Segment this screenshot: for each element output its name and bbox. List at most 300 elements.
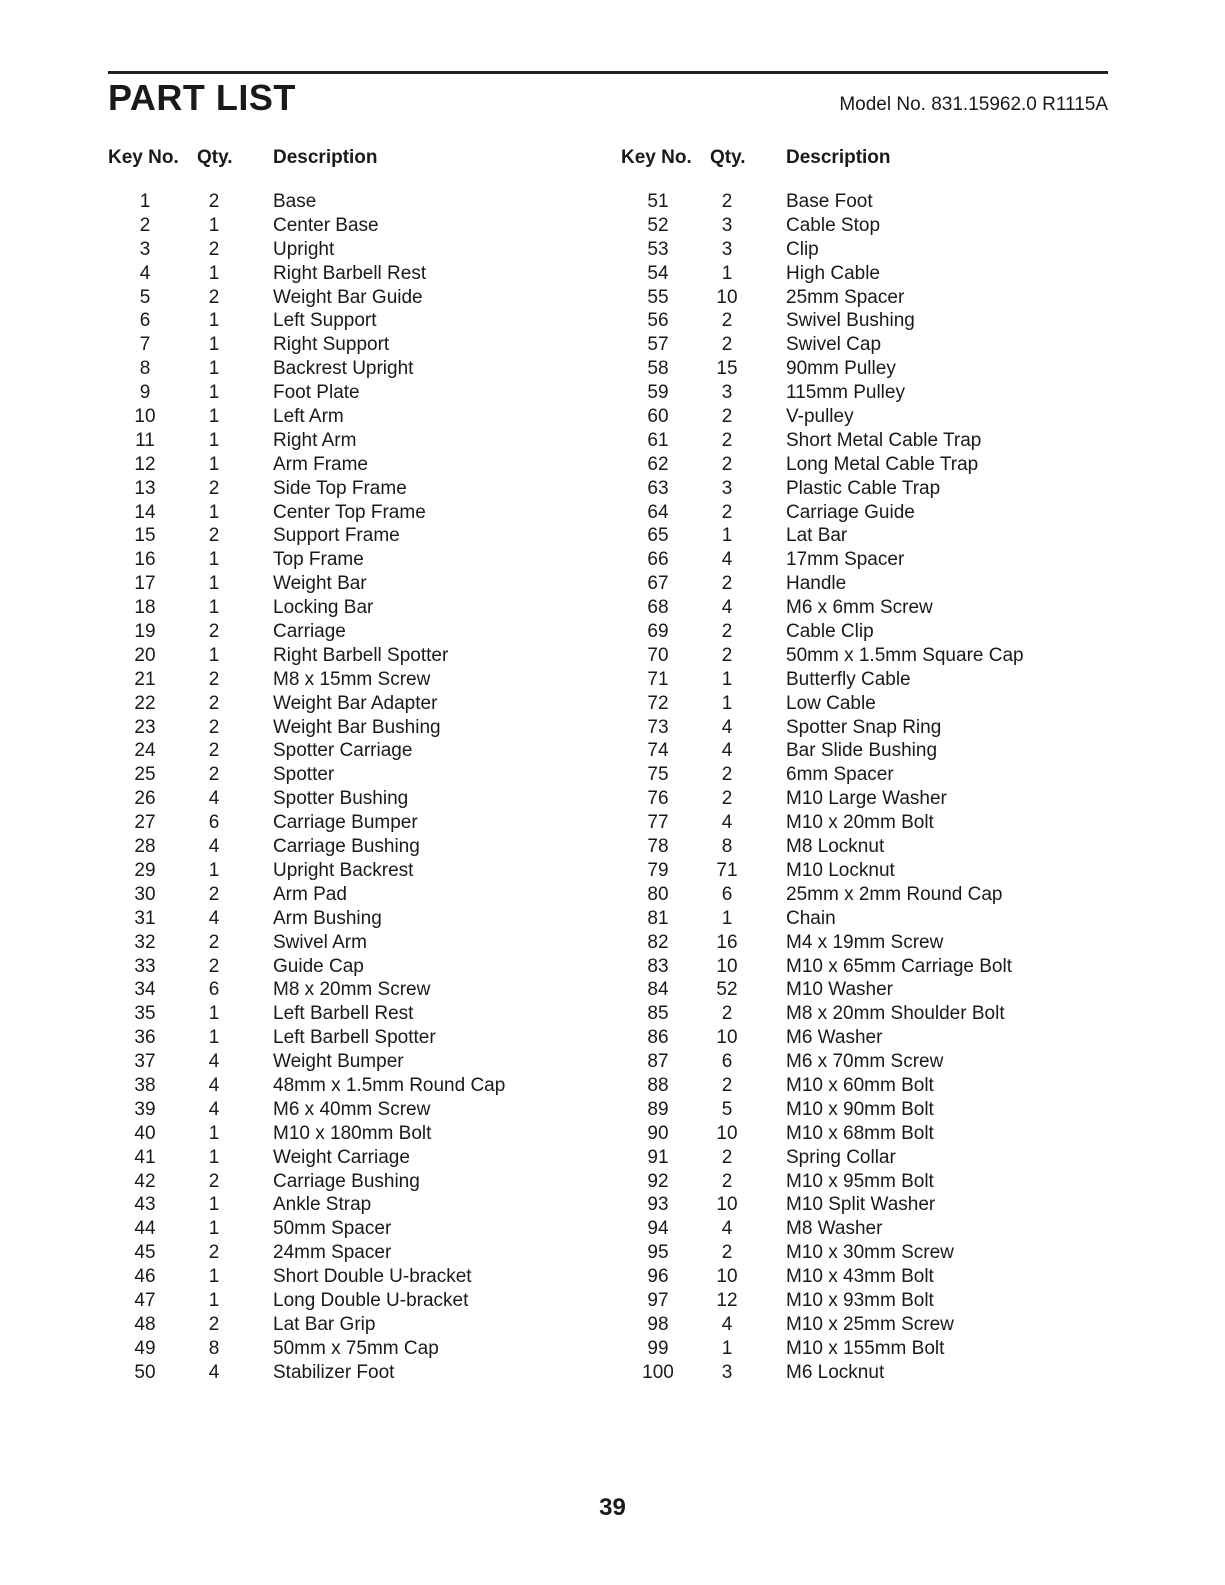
part-key-no: 28 xyxy=(134,836,156,858)
part-key-no: 51 xyxy=(647,191,669,212)
page-title: PART LIST xyxy=(108,77,296,118)
part-qty: 2 xyxy=(208,883,220,905)
part-qty: 1 xyxy=(721,692,733,714)
part-description: Cable Stop xyxy=(786,214,881,236)
part-key-no: 84 xyxy=(647,979,669,1001)
part-description: M4 x 19mm Screw xyxy=(786,931,944,953)
part-key-no: 29 xyxy=(134,859,156,881)
part-description: M6 Locknut xyxy=(786,1361,885,1383)
part-qty: 16 xyxy=(716,931,738,953)
part-description: M10 x 68mm Bolt xyxy=(786,1122,934,1144)
part-description: Butterfly Cable xyxy=(786,668,911,690)
part-qty: 2 xyxy=(208,621,220,643)
part-description: Support Frame xyxy=(273,525,400,547)
part-key-no: 86 xyxy=(647,1027,669,1049)
part-qty: 2 xyxy=(208,191,220,212)
part-description: Right Arm xyxy=(273,429,357,451)
part-description: Right Support xyxy=(273,334,390,356)
part-key-no: 49 xyxy=(134,1337,156,1359)
part-key-no: 75 xyxy=(647,764,669,786)
part-key-no: 4 xyxy=(139,262,151,284)
header-qty: Qty. xyxy=(197,147,233,168)
part-qty: 1 xyxy=(208,1027,220,1049)
part-key-no: 8 xyxy=(139,358,151,380)
part-description: M10 x 155mm Bolt xyxy=(786,1337,945,1359)
part-key-no: 93 xyxy=(647,1194,669,1216)
part-qty: 1 xyxy=(208,358,220,380)
part-qty: 4 xyxy=(721,1218,733,1240)
part-qty: 1 xyxy=(721,907,733,929)
part-key-no: 20 xyxy=(134,644,156,666)
part-description: Clip xyxy=(786,238,819,260)
part-description: Center Base xyxy=(273,214,379,236)
part-description: M10 x 95mm Bolt xyxy=(786,1170,934,1192)
part-key-no: 30 xyxy=(134,883,156,905)
part-qty: 4 xyxy=(721,740,733,762)
part-qty: 2 xyxy=(721,310,733,332)
part-description: Low Cable xyxy=(786,692,876,714)
part-description: Swivel Bushing xyxy=(786,310,915,332)
part-key-no: 78 xyxy=(647,836,669,858)
part-key-no: 87 xyxy=(647,1051,669,1073)
part-key-no: 18 xyxy=(134,597,156,619)
part-qty: 2 xyxy=(721,1242,733,1264)
part-key-no: 70 xyxy=(647,644,669,666)
part-key-no: 48 xyxy=(134,1313,156,1335)
part-description: 50mm x 75mm Cap xyxy=(273,1337,439,1359)
part-key-no: 65 xyxy=(647,525,669,547)
part-description: Swivel Arm xyxy=(273,931,367,953)
part-qty: 8 xyxy=(721,836,733,858)
part-description: Swivel Cap xyxy=(786,334,882,356)
part-qty: 1 xyxy=(208,573,220,595)
part-qty: 1 xyxy=(208,1146,220,1168)
part-description: Base Foot xyxy=(786,191,873,212)
part-description: Guide Cap xyxy=(273,955,364,977)
header-key-no: Key No. xyxy=(108,147,179,168)
part-qty: 4 xyxy=(721,549,733,571)
part-qty: 52 xyxy=(716,979,738,1001)
part-description: V-pulley xyxy=(786,406,854,428)
part-description: M10 Locknut xyxy=(786,859,895,881)
part-key-no: 52 xyxy=(647,214,669,236)
part-qty: 1 xyxy=(208,453,220,475)
part-key-no: 85 xyxy=(647,1003,669,1025)
part-qty: 1 xyxy=(208,1266,220,1288)
part-qty: 6 xyxy=(208,979,220,1001)
part-qty: 10 xyxy=(716,1027,738,1049)
part-key-no: 69 xyxy=(647,621,669,643)
part-qty: 4 xyxy=(208,788,220,810)
part-description: Weight Bar xyxy=(273,573,367,595)
part-key-no: 50 xyxy=(134,1361,156,1383)
part-qty: 1 xyxy=(208,310,220,332)
part-description: Foot Plate xyxy=(273,382,360,404)
part-key-no: 12 xyxy=(134,453,156,475)
part-qty: 2 xyxy=(208,931,220,953)
part-qty: 3 xyxy=(721,477,733,499)
part-description: M6 x 40mm Screw xyxy=(273,1098,431,1120)
part-key-no: 92 xyxy=(647,1170,669,1192)
part-key-no: 76 xyxy=(647,788,669,810)
part-qty: 6 xyxy=(721,1051,733,1073)
part-description: 17mm Spacer xyxy=(786,549,905,571)
part-key-no: 1 xyxy=(139,191,151,212)
part-key-no: 55 xyxy=(647,286,669,308)
part-qty: 2 xyxy=(721,501,733,523)
part-description: 6mm Spacer xyxy=(786,764,894,786)
part-key-no: 3 xyxy=(139,238,151,260)
part-qty: 1 xyxy=(208,1122,220,1144)
part-qty: 2 xyxy=(208,716,220,738)
part-qty: 2 xyxy=(721,764,733,786)
part-qty: 1 xyxy=(208,644,220,666)
part-description: Weight Bar Adapter xyxy=(273,692,438,714)
part-description: Center Top Frame xyxy=(273,501,426,523)
part-key-no: 80 xyxy=(647,883,669,905)
part-description: Upright Backrest xyxy=(273,859,414,881)
part-qty: 12 xyxy=(716,1289,738,1311)
part-description: Base xyxy=(273,191,317,212)
part-key-no: 17 xyxy=(134,573,156,595)
header-description: Description xyxy=(273,147,378,168)
part-description: Arm Frame xyxy=(273,453,368,475)
part-description: 115mm Pulley xyxy=(786,382,905,404)
part-qty: 10 xyxy=(716,955,738,977)
part-description: Bar Slide Bushing xyxy=(786,740,938,762)
part-qty: 2 xyxy=(721,191,733,212)
part-qty: 2 xyxy=(208,477,220,499)
part-description: M8 Washer xyxy=(786,1218,883,1240)
part-qty: 2 xyxy=(721,621,733,643)
part-key-no: 10 xyxy=(134,406,156,428)
part-qty: 1 xyxy=(721,525,733,547)
part-key-no: 98 xyxy=(647,1313,669,1335)
part-key-no: 61 xyxy=(647,429,669,451)
part-key-no: 16 xyxy=(134,549,156,571)
part-key-no: 9 xyxy=(139,382,151,404)
part-qty: 2 xyxy=(721,1074,733,1096)
part-description: Spotter Bushing xyxy=(273,788,409,810)
part-qty: 1 xyxy=(208,382,220,404)
part-description: Carriage Guide xyxy=(786,501,915,523)
part-qty: 3 xyxy=(721,238,733,260)
part-key-no: 44 xyxy=(134,1218,156,1240)
part-description: Locking Bar xyxy=(273,597,374,619)
part-key-no: 32 xyxy=(134,931,156,953)
part-qty: 2 xyxy=(721,334,733,356)
part-key-no: 72 xyxy=(647,692,669,714)
part-description: M6 x 70mm Screw xyxy=(786,1051,944,1073)
part-key-no: 79 xyxy=(647,859,669,881)
part-key-no: 95 xyxy=(647,1242,669,1264)
part-qty: 3 xyxy=(721,382,733,404)
header-qty: Qty. xyxy=(710,147,746,168)
part-description: M6 x 6mm Screw xyxy=(786,597,933,619)
part-key-no: 6 xyxy=(139,310,151,332)
part-key-no: 62 xyxy=(647,453,669,475)
part-key-no: 25 xyxy=(134,764,156,786)
part-key-no: 21 xyxy=(134,668,156,690)
part-qty: 2 xyxy=(208,238,220,260)
part-qty: 1 xyxy=(208,429,220,451)
part-key-no: 99 xyxy=(647,1337,669,1359)
part-description: M10 Washer xyxy=(786,979,893,1001)
part-key-no: 5 xyxy=(139,286,151,308)
part-qty: 2 xyxy=(721,1003,733,1025)
part-qty: 1 xyxy=(208,1289,220,1311)
part-description: M10 x 30mm Screw xyxy=(786,1242,954,1264)
part-qty: 2 xyxy=(721,1170,733,1192)
part-qty: 1 xyxy=(208,501,220,523)
part-description: 50mm Spacer xyxy=(273,1218,392,1240)
part-key-no: 73 xyxy=(647,716,669,738)
part-qty: 15 xyxy=(716,358,738,380)
part-qty: 5 xyxy=(721,1098,733,1120)
part-qty: 71 xyxy=(716,859,738,881)
part-description: Weight Bar Bushing xyxy=(273,716,441,738)
part-description: Left Barbell Rest xyxy=(273,1003,414,1025)
part-description: Long Double U-bracket xyxy=(273,1289,469,1311)
part-qty: 2 xyxy=(208,1313,220,1335)
part-qty: 1 xyxy=(208,859,220,881)
part-description: M10 x 180mm Bolt xyxy=(273,1122,432,1144)
part-qty: 10 xyxy=(716,1122,738,1144)
part-qty: 2 xyxy=(208,668,220,690)
part-description: Upright xyxy=(273,238,335,260)
part-qty: 2 xyxy=(721,573,733,595)
part-key-no: 39 xyxy=(134,1098,156,1120)
part-key-no: 56 xyxy=(647,310,669,332)
part-description: M10 x 25mm Screw xyxy=(786,1313,954,1335)
part-key-no: 83 xyxy=(647,955,669,977)
part-qty: 2 xyxy=(208,525,220,547)
part-key-no: 13 xyxy=(134,477,156,499)
part-description: M10 x 65mm Carriage Bolt xyxy=(786,955,1012,977)
part-key-no: 7 xyxy=(139,334,151,356)
part-key-no: 41 xyxy=(134,1146,156,1168)
part-description: Short Metal Cable Trap xyxy=(786,429,982,451)
part-description: Lat Bar xyxy=(786,525,848,547)
part-key-no: 26 xyxy=(134,788,156,810)
part-description: Spotter Carriage xyxy=(273,740,413,762)
part-description: Side Top Frame xyxy=(273,477,407,499)
part-description: Top Frame xyxy=(273,549,364,571)
part-description: M8 Locknut xyxy=(786,836,885,858)
part-key-no: 46 xyxy=(134,1266,156,1288)
part-key-no: 68 xyxy=(647,597,669,619)
part-qty: 3 xyxy=(721,214,733,236)
part-description: Left Support xyxy=(273,310,377,332)
part-description: Ankle Strap xyxy=(273,1194,372,1216)
part-description: Carriage xyxy=(273,621,346,643)
part-key-no: 11 xyxy=(135,429,155,451)
part-key-no: 81 xyxy=(647,907,669,929)
header-description: Description xyxy=(786,147,891,168)
part-description: Spotter Snap Ring xyxy=(786,716,942,738)
part-key-no: 94 xyxy=(647,1218,669,1240)
part-qty: 2 xyxy=(208,1170,220,1192)
part-description: Lat Bar Grip xyxy=(273,1313,376,1335)
part-qty: 4 xyxy=(208,907,220,929)
part-description: 90mm Pulley xyxy=(786,358,896,380)
part-qty: 4 xyxy=(208,1074,220,1096)
part-key-no: 100 xyxy=(642,1361,674,1383)
part-description: Backrest Upright xyxy=(273,358,414,380)
header-rule xyxy=(108,71,1108,74)
part-key-no: 54 xyxy=(647,262,669,284)
part-description: Handle xyxy=(786,573,847,595)
part-qty: 2 xyxy=(208,764,220,786)
part-description: M10 x 90mm Bolt xyxy=(786,1098,934,1120)
part-qty: 2 xyxy=(721,644,733,666)
part-qty: 1 xyxy=(208,214,220,236)
part-qty: 4 xyxy=(208,1051,220,1073)
part-key-no: 64 xyxy=(647,501,669,523)
part-description: Spotter xyxy=(273,764,335,786)
part-key-no: 96 xyxy=(647,1266,669,1288)
part-description: M10 x 20mm Bolt xyxy=(786,812,934,834)
part-key-no: 88 xyxy=(647,1074,669,1096)
part-qty: 10 xyxy=(716,1194,738,1216)
part-key-no: 42 xyxy=(134,1170,156,1192)
part-qty: 4 xyxy=(721,812,733,834)
part-qty: 4 xyxy=(208,836,220,858)
part-qty: 2 xyxy=(208,692,220,714)
part-description: Left Arm xyxy=(273,406,344,428)
part-qty: 1 xyxy=(208,597,220,619)
part-description: M8 x 20mm Shoulder Bolt xyxy=(786,1003,1005,1025)
part-description: Plastic Cable Trap xyxy=(786,477,941,499)
part-qty: 1 xyxy=(208,1218,220,1240)
part-description: Carriage Bushing xyxy=(273,1170,420,1192)
part-qty: 1 xyxy=(208,1194,220,1216)
part-description: M10 Split Washer xyxy=(786,1194,936,1216)
part-qty: 1 xyxy=(208,549,220,571)
part-description: Arm Pad xyxy=(273,883,347,905)
part-qty: 1 xyxy=(721,668,733,690)
part-description: Weight Carriage xyxy=(273,1146,410,1168)
part-qty: 2 xyxy=(721,429,733,451)
part-key-no: 45 xyxy=(134,1242,156,1264)
part-description: 24mm Spacer xyxy=(273,1242,392,1264)
part-description: Long Metal Cable Trap xyxy=(786,453,979,475)
part-key-no: 24 xyxy=(134,740,156,762)
header-key-no: Key No. xyxy=(621,147,692,168)
part-key-no: 63 xyxy=(647,477,669,499)
part-qty: 6 xyxy=(208,812,220,834)
part-key-no: 71 xyxy=(647,668,669,690)
part-qty: 1 xyxy=(208,262,220,284)
part-key-no: 58 xyxy=(647,358,669,380)
part-description: Stabilizer Foot xyxy=(273,1361,395,1383)
part-description: 25mm Spacer xyxy=(786,286,905,308)
part-description: High Cable xyxy=(786,262,880,284)
part-qty: 1 xyxy=(208,406,220,428)
part-key-no: 34 xyxy=(134,979,156,1001)
model-number: Model No. 831.15962.0 R1115A xyxy=(839,94,1108,115)
part-key-no: 38 xyxy=(134,1074,156,1096)
part-qty: 10 xyxy=(716,286,738,308)
part-description: 48mm x 1.5mm Round Cap xyxy=(273,1074,506,1096)
part-key-no: 19 xyxy=(134,621,156,643)
part-qty: 4 xyxy=(721,716,733,738)
part-qty: 2 xyxy=(721,1146,733,1168)
part-key-no: 82 xyxy=(647,931,669,953)
part-description: Right Barbell Spotter xyxy=(273,644,449,666)
page-number: 39 xyxy=(599,1494,626,1521)
part-qty: 1 xyxy=(721,1337,733,1359)
part-key-no: 43 xyxy=(134,1194,156,1216)
part-qty: 4 xyxy=(208,1098,220,1120)
part-qty: 6 xyxy=(721,883,733,905)
part-qty: 10 xyxy=(716,1266,738,1288)
part-qty: 1 xyxy=(721,262,733,284)
part-qty: 1 xyxy=(208,334,220,356)
part-key-no: 53 xyxy=(647,238,669,260)
part-key-no: 89 xyxy=(647,1098,669,1120)
part-description: M10 x 43mm Bolt xyxy=(786,1266,934,1288)
part-description: M10 x 60mm Bolt xyxy=(786,1074,934,1096)
part-key-no: 77 xyxy=(647,812,669,834)
part-key-no: 35 xyxy=(134,1003,156,1025)
part-qty: 2 xyxy=(721,453,733,475)
part-qty: 2 xyxy=(208,286,220,308)
part-description: M8 x 15mm Screw xyxy=(273,668,431,690)
part-description: Left Barbell Spotter xyxy=(273,1027,436,1049)
part-key-no: 22 xyxy=(134,692,156,714)
part-description: Arm Bushing xyxy=(273,907,382,929)
part-qty: 2 xyxy=(208,740,220,762)
part-key-no: 91 xyxy=(647,1146,669,1168)
part-key-no: 15 xyxy=(134,525,156,547)
part-key-no: 37 xyxy=(134,1051,156,1073)
part-description: Spring Collar xyxy=(786,1146,896,1168)
part-description: 25mm x 2mm Round Cap xyxy=(786,883,1003,905)
part-key-no: 90 xyxy=(647,1122,669,1144)
part-description: M8 x 20mm Screw xyxy=(273,979,431,1001)
part-qty: 2 xyxy=(208,955,220,977)
part-key-no: 67 xyxy=(647,573,669,595)
part-key-no: 57 xyxy=(647,334,669,356)
part-key-no: 40 xyxy=(134,1122,156,1144)
part-description: M6 Washer xyxy=(786,1027,883,1049)
part-qty: 2 xyxy=(721,406,733,428)
part-key-no: 74 xyxy=(647,740,669,762)
part-key-no: 59 xyxy=(647,382,669,404)
part-description: Weight Bumper xyxy=(273,1051,404,1073)
part-qty: 4 xyxy=(721,597,733,619)
part-key-no: 33 xyxy=(134,955,156,977)
part-key-no: 66 xyxy=(647,549,669,571)
part-description: Short Double U-bracket xyxy=(273,1266,472,1288)
part-qty: 2 xyxy=(721,788,733,810)
part-description: Weight Bar Guide xyxy=(273,286,423,308)
part-description: M10 Large Washer xyxy=(786,788,947,810)
part-description: 50mm x 1.5mm Square Cap xyxy=(786,644,1024,666)
part-description: Chain xyxy=(786,907,836,929)
part-key-no: 36 xyxy=(134,1027,156,1049)
part-key-no: 97 xyxy=(647,1289,669,1311)
part-key-no: 23 xyxy=(134,716,156,738)
part-description: Cable Clip xyxy=(786,621,874,643)
part-qty: 4 xyxy=(208,1361,220,1383)
part-key-no: 60 xyxy=(647,406,669,428)
part-key-no: 2 xyxy=(139,214,151,236)
part-qty: 3 xyxy=(721,1361,733,1383)
part-key-no: 14 xyxy=(134,501,156,523)
part-description: Right Barbell Rest xyxy=(273,262,427,284)
